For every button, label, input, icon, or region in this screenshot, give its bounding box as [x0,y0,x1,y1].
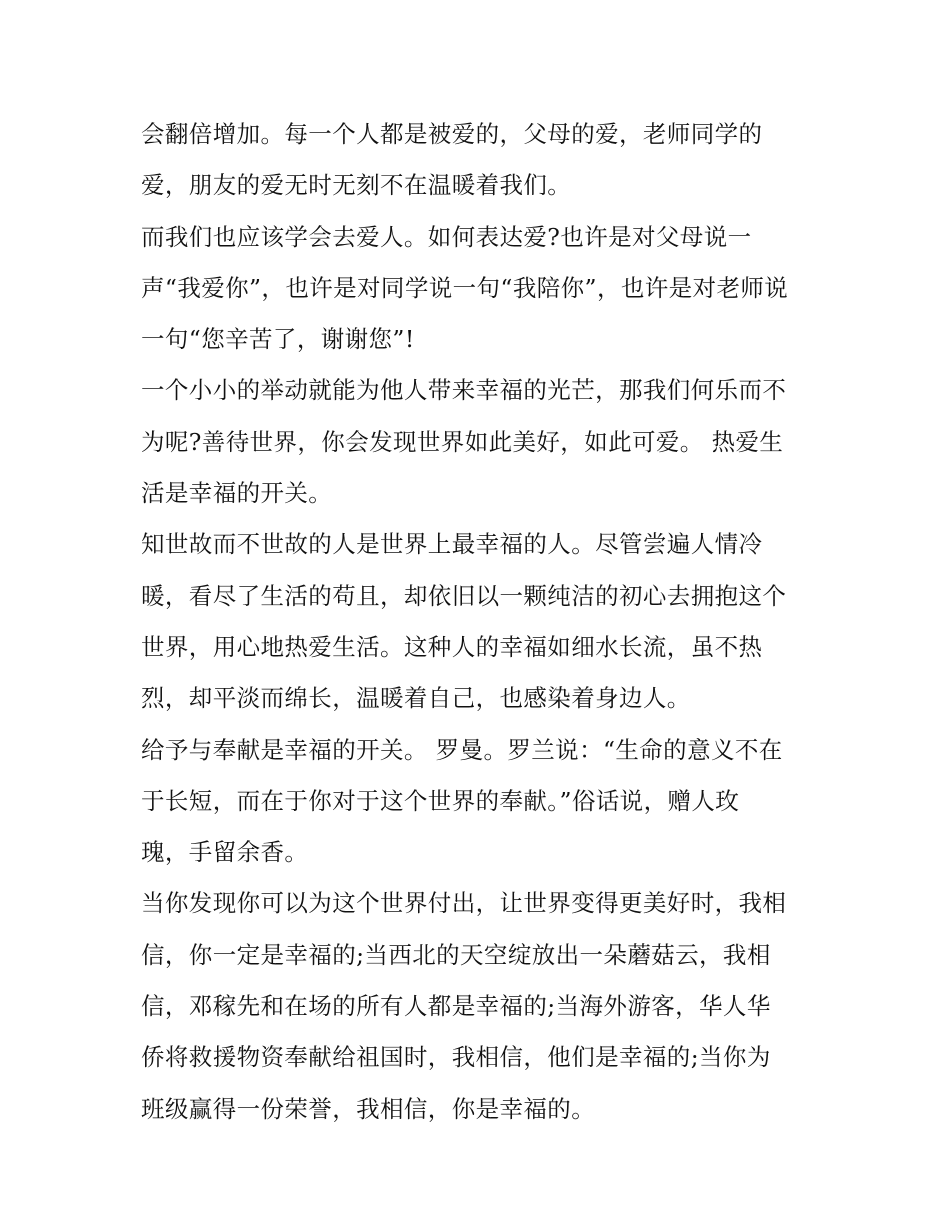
text-line: 当你发现你可以为这个世界付出，让世界变得更美好时，我相 [141,889,787,918]
text-line: 声“我爱你”，也许是对同学说一句“我陪你”，也许是对老师说 [141,273,789,302]
text-line: 班级赢得一份荣誉，我相信，你是幸福的。 [141,1094,596,1123]
text-line: 给予与奉献是幸福的开关。 罗曼。罗兰说：“生命的意义不在 [141,735,783,764]
text-line: 会翻倍增加。每一个人都是被爱的，父母的爱，老师同学的 [141,120,763,148]
text-line: 一个小小的举动就能为他人带来幸福的光芒，那我们何乐而不 [141,376,787,405]
text-line: 于长短，而在于你对于这个世界的奉献。”俗话说，赠人玫 [141,786,740,815]
text-line: 侨将救援物资奉献给祖国时，我相信，他们是幸福的;当你为 [141,1043,771,1072]
text-line: 活是幸福的开关。 [141,479,333,508]
text-line: 为呢?善待世界，你会发现世界如此美好，如此可爱。 热爱生 [141,427,784,456]
text-line: 爱，朋友的爱无时无刻不在温暖着我们。 [141,171,572,200]
text-line: 世界，用心地热爱生活。这种人的幸福如细水长流，虽不热 [141,632,763,661]
text-line: 知世故而不世故的人是世界上最幸福的人。尽管尝遍人情冷 [141,530,763,559]
text-line: 暖，看尽了生活的苟且，却依旧以一颗纯洁的初心去拥抱这个 [141,581,787,610]
text-line: 烈，却平淡而绵长，温暖着自己，也感染着身边人。 [141,684,691,713]
text-line: 一句“您辛苦了，谢谢您”! [141,325,415,354]
text-line: 信，邓稼先和在场的所有人都是幸福的;当海外游客，华人华 [141,992,771,1021]
text-line: 瑰，手留余香。 [141,838,309,867]
body-text [141,109,821,1135]
text-line: 而我们也应该学会去爱人。如何表达爱?也许是对父母说一 [141,222,752,251]
text-line: 信，你一定是幸福的;当西北的天空绽放出一朵蘑菇云，我相 [141,940,771,969]
